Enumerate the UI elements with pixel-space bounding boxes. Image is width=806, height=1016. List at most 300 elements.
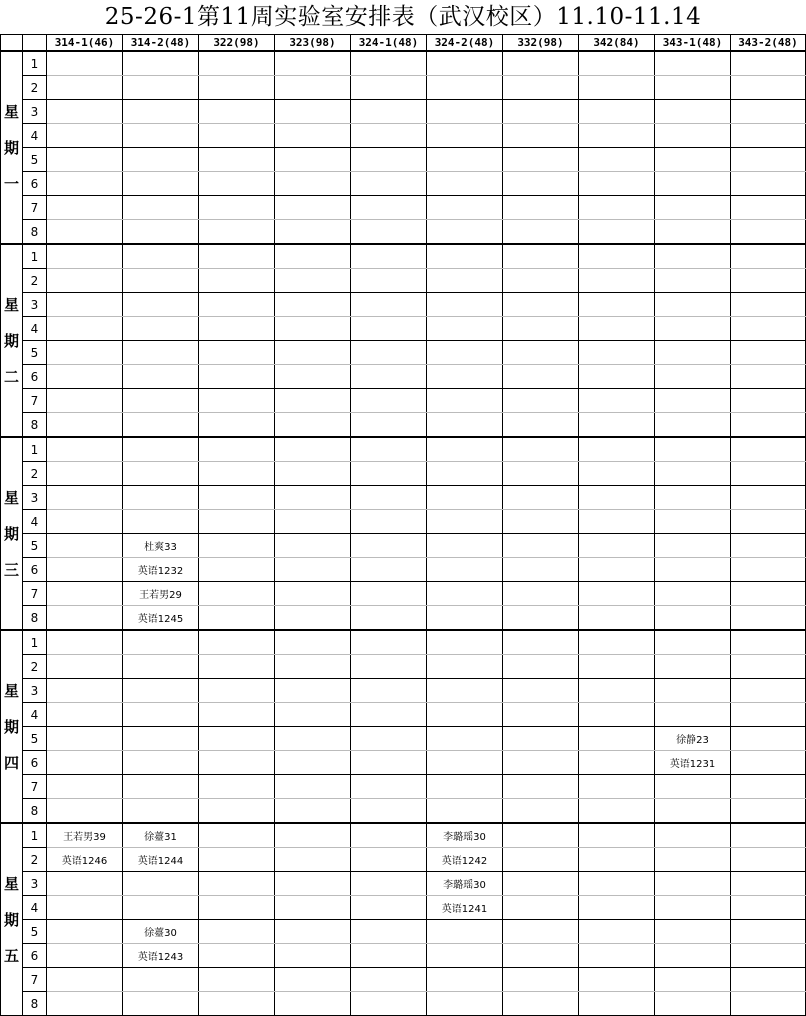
period-number: 1 — [23, 51, 47, 76]
schedule-cell — [47, 968, 123, 992]
period-number: 8 — [23, 992, 47, 1016]
schedule-cell — [731, 582, 806, 606]
schedule-row — [1, 679, 806, 703]
schedule-cell — [351, 341, 427, 365]
schedule-cell — [655, 655, 731, 679]
schedule-cell — [123, 76, 199, 100]
schedule-cell — [731, 196, 806, 220]
schedule-row — [1, 534, 806, 558]
schedule-cell — [579, 896, 655, 920]
schedule-cell — [199, 896, 275, 920]
schedule-cell — [199, 244, 275, 269]
schedule-cell — [427, 220, 503, 245]
schedule-cell — [123, 341, 199, 365]
period-number: 3 — [23, 872, 47, 896]
schedule-cell — [579, 751, 655, 775]
schedule-cell — [351, 100, 427, 124]
schedule-cell — [275, 606, 351, 631]
schedule-cell — [503, 413, 579, 438]
schedule-cell — [199, 462, 275, 486]
schedule-cell — [579, 510, 655, 534]
schedule-cell — [351, 437, 427, 462]
schedule-row — [1, 630, 806, 655]
schedule-cell — [731, 799, 806, 824]
schedule-cell — [731, 317, 806, 341]
schedule-cell — [199, 341, 275, 365]
schedule-cell — [579, 775, 655, 799]
schedule-cell — [655, 848, 731, 872]
schedule-cell — [123, 703, 199, 727]
schedule-row — [1, 124, 806, 148]
schedule-row — [1, 365, 806, 389]
schedule-cell — [427, 51, 503, 76]
schedule-cell — [47, 269, 123, 293]
schedule-cell — [655, 269, 731, 293]
schedule-cell — [47, 341, 123, 365]
schedule-cell — [655, 293, 731, 317]
schedule-cell — [47, 76, 123, 100]
schedule-cell — [275, 799, 351, 824]
schedule-cell — [731, 823, 806, 848]
schedule-row — [1, 848, 806, 872]
schedule-cell — [655, 992, 731, 1016]
schedule-cell — [275, 148, 351, 172]
schedule-cell — [123, 992, 199, 1016]
schedule-cell: 李璐瑶30 — [427, 872, 503, 896]
schedule-cell — [579, 341, 655, 365]
schedule-cell — [47, 703, 123, 727]
schedule-cell — [579, 823, 655, 848]
schedule-cell — [275, 872, 351, 896]
schedule-cell — [427, 558, 503, 582]
schedule-cell — [503, 341, 579, 365]
schedule-cell — [579, 220, 655, 245]
schedule-cell — [123, 630, 199, 655]
schedule-cell — [351, 462, 427, 486]
schedule-cell — [199, 365, 275, 389]
schedule-cell — [427, 172, 503, 196]
period-number: 1 — [23, 244, 47, 269]
period-number: 4 — [23, 703, 47, 727]
schedule-row — [1, 799, 806, 824]
schedule-cell — [503, 727, 579, 751]
schedule-cell — [427, 148, 503, 172]
schedule-row — [1, 51, 806, 76]
schedule-cell — [351, 534, 427, 558]
schedule-row — [1, 220, 806, 245]
schedule-cell — [503, 462, 579, 486]
schedule-cell — [123, 751, 199, 775]
period-number: 7 — [23, 196, 47, 220]
schedule-row — [1, 389, 806, 413]
schedule-row — [1, 269, 806, 293]
schedule-cell — [199, 968, 275, 992]
schedule-cell — [427, 679, 503, 703]
schedule-cell — [47, 486, 123, 510]
schedule-cell — [199, 920, 275, 944]
period-number: 5 — [23, 534, 47, 558]
schedule-cell — [503, 486, 579, 510]
schedule-cell — [731, 293, 806, 317]
schedule-cell — [199, 727, 275, 751]
schedule-cell — [655, 510, 731, 534]
schedule-cell — [47, 799, 123, 824]
schedule-cell — [351, 413, 427, 438]
period-number: 1 — [23, 437, 47, 462]
schedule-cell — [503, 872, 579, 896]
schedule-cell — [351, 582, 427, 606]
period-number: 1 — [23, 630, 47, 655]
schedule-cell — [351, 968, 427, 992]
schedule-cell — [123, 389, 199, 413]
schedule-cell — [731, 727, 806, 751]
schedule-cell — [731, 872, 806, 896]
schedule-cell — [47, 558, 123, 582]
schedule-row — [1, 582, 806, 606]
schedule-cell — [351, 558, 427, 582]
schedule-row — [1, 703, 806, 727]
room-header: 343-1(48) — [655, 35, 731, 52]
schedule-cell — [655, 124, 731, 148]
schedule-cell — [199, 196, 275, 220]
schedule-row — [1, 510, 806, 534]
schedule-cell — [427, 703, 503, 727]
schedule-cell — [655, 703, 731, 727]
schedule-cell — [275, 992, 351, 1016]
schedule-cell — [503, 269, 579, 293]
schedule-cell — [275, 293, 351, 317]
schedule-cell — [503, 510, 579, 534]
schedule-cell — [351, 293, 427, 317]
period-number: 3 — [23, 100, 47, 124]
schedule-cell — [47, 365, 123, 389]
schedule-cell — [123, 799, 199, 824]
schedule-row — [1, 293, 806, 317]
schedule-cell — [123, 486, 199, 510]
schedule-cell — [275, 196, 351, 220]
schedule-cell: 英语1232 — [123, 558, 199, 582]
period-number: 4 — [23, 317, 47, 341]
schedule-cell — [199, 269, 275, 293]
schedule-cell — [731, 510, 806, 534]
period-number: 6 — [23, 558, 47, 582]
schedule-cell — [579, 944, 655, 968]
schedule-cell — [351, 896, 427, 920]
schedule-cell — [579, 389, 655, 413]
schedule-cell — [427, 727, 503, 751]
period-number: 7 — [23, 582, 47, 606]
schedule-cell — [47, 293, 123, 317]
schedule-cell — [579, 124, 655, 148]
schedule-cell — [123, 872, 199, 896]
schedule-cell: 徐薹31 — [123, 823, 199, 848]
period-number: 4 — [23, 124, 47, 148]
schedule-cell — [427, 920, 503, 944]
schedule-cell — [199, 534, 275, 558]
schedule-cell — [503, 751, 579, 775]
schedule-cell — [503, 76, 579, 100]
schedule-cell — [427, 196, 503, 220]
schedule-cell — [123, 51, 199, 76]
schedule-cell — [427, 437, 503, 462]
room-header: 332(98) — [503, 35, 579, 52]
schedule-cell — [579, 196, 655, 220]
schedule-cell — [731, 558, 806, 582]
period-number: 6 — [23, 365, 47, 389]
schedule-cell — [123, 172, 199, 196]
schedule-table — [0, 34, 806, 1016]
period-number: 4 — [23, 510, 47, 534]
period-number: 2 — [23, 462, 47, 486]
schedule-cell — [275, 100, 351, 124]
schedule-cell — [427, 630, 503, 655]
schedule-cell — [275, 582, 351, 606]
schedule-cell — [351, 727, 427, 751]
schedule-cell — [579, 655, 655, 679]
schedule-cell — [503, 703, 579, 727]
schedule-cell: 英语1245 — [123, 606, 199, 631]
page-title: 25-26-1第11周实验室安排表（武汉校区）11.10-11.14 — [104, 4, 702, 30]
period-number: 4 — [23, 896, 47, 920]
schedule-cell — [655, 413, 731, 438]
schedule-cell — [427, 269, 503, 293]
schedule-cell — [199, 751, 275, 775]
schedule-cell — [427, 100, 503, 124]
schedule-cell — [199, 630, 275, 655]
schedule-cell — [731, 100, 806, 124]
schedule-cell — [47, 244, 123, 269]
schedule-cell — [123, 317, 199, 341]
schedule-cell — [199, 582, 275, 606]
schedule-cell — [199, 655, 275, 679]
schedule-cell: 英语1231 — [655, 751, 731, 775]
schedule-cell — [351, 51, 427, 76]
schedule-cell — [503, 100, 579, 124]
schedule-cell — [731, 365, 806, 389]
schedule-cell — [199, 606, 275, 631]
schedule-cell — [351, 799, 427, 824]
schedule-cell — [731, 76, 806, 100]
period-number: 6 — [23, 944, 47, 968]
schedule-cell — [655, 679, 731, 703]
schedule-cell — [47, 196, 123, 220]
schedule-cell — [123, 100, 199, 124]
schedule-cell — [579, 293, 655, 317]
schedule-cell — [655, 486, 731, 510]
schedule-cell — [503, 148, 579, 172]
schedule-cell — [199, 293, 275, 317]
schedule-cell — [47, 679, 123, 703]
schedule-cell — [655, 775, 731, 799]
schedule-cell — [503, 799, 579, 824]
schedule-cell — [199, 51, 275, 76]
schedule-cell — [275, 944, 351, 968]
schedule-cell — [579, 920, 655, 944]
schedule-cell — [731, 51, 806, 76]
schedule-row — [1, 244, 806, 269]
schedule-cell — [503, 172, 579, 196]
schedule-cell — [275, 172, 351, 196]
schedule-cell — [199, 679, 275, 703]
schedule-cell — [503, 124, 579, 148]
schedule-cell — [351, 510, 427, 534]
schedule-cell — [579, 703, 655, 727]
schedule-cell — [199, 317, 275, 341]
schedule-cell — [731, 148, 806, 172]
period-number: 3 — [23, 486, 47, 510]
schedule-cell — [123, 896, 199, 920]
schedule-cell — [351, 703, 427, 727]
schedule-cell — [275, 317, 351, 341]
schedule-cell — [199, 220, 275, 245]
schedule-cell — [275, 775, 351, 799]
schedule-cell — [199, 558, 275, 582]
schedule-cell — [351, 823, 427, 848]
schedule-cell — [427, 775, 503, 799]
schedule-cell — [655, 365, 731, 389]
schedule-row — [1, 558, 806, 582]
period-number: 2 — [23, 655, 47, 679]
schedule-cell — [655, 823, 731, 848]
schedule-cell — [275, 679, 351, 703]
schedule-cell — [199, 823, 275, 848]
schedule-cell — [503, 655, 579, 679]
schedule-cell — [275, 437, 351, 462]
schedule-cell — [579, 100, 655, 124]
schedule-row — [1, 823, 806, 848]
period-number: 5 — [23, 148, 47, 172]
schedule-cell — [199, 992, 275, 1016]
schedule-cell — [351, 606, 427, 631]
day-label: 星期一 — [1, 51, 23, 244]
schedule-cell — [655, 534, 731, 558]
schedule-cell — [351, 124, 427, 148]
schedule-cell — [275, 389, 351, 413]
schedule-cell — [731, 534, 806, 558]
schedule-cell — [275, 510, 351, 534]
schedule-cell — [351, 389, 427, 413]
schedule-cell — [427, 462, 503, 486]
schedule-cell — [47, 920, 123, 944]
schedule-cell — [123, 968, 199, 992]
schedule-row — [1, 148, 806, 172]
schedule-cell — [579, 172, 655, 196]
schedule-cell — [351, 220, 427, 245]
schedule-cell — [579, 558, 655, 582]
schedule-cell — [655, 437, 731, 462]
schedule-cell — [199, 848, 275, 872]
schedule-cell — [47, 751, 123, 775]
schedule-cell — [655, 220, 731, 245]
period-number: 8 — [23, 220, 47, 245]
period-number: 2 — [23, 848, 47, 872]
day-label: 星期四 — [1, 630, 23, 823]
schedule-cell — [655, 172, 731, 196]
schedule-cell — [503, 220, 579, 245]
schedule-cell — [351, 872, 427, 896]
schedule-cell — [655, 920, 731, 944]
schedule-cell — [199, 510, 275, 534]
schedule-cell — [275, 51, 351, 76]
schedule-cell — [427, 510, 503, 534]
day-label: 星期五 — [1, 823, 23, 1016]
schedule-row — [1, 775, 806, 799]
room-header: 323(98) — [275, 35, 351, 52]
schedule-row — [1, 172, 806, 196]
schedule-row — [1, 317, 806, 341]
header-row — [1, 35, 806, 52]
schedule-cell — [427, 655, 503, 679]
schedule-cell — [47, 775, 123, 799]
schedule-cell — [427, 968, 503, 992]
schedule-cell — [351, 148, 427, 172]
schedule-cell — [275, 220, 351, 245]
schedule-cell — [123, 196, 199, 220]
schedule-cell: 英语1243 — [123, 944, 199, 968]
schedule-cell — [275, 534, 351, 558]
schedule-cell — [579, 269, 655, 293]
schedule-cell — [427, 365, 503, 389]
schedule-cell — [579, 727, 655, 751]
schedule-cell — [731, 244, 806, 269]
schedule-cell — [275, 896, 351, 920]
schedule-cell — [123, 510, 199, 534]
room-header: 324-2(48) — [427, 35, 503, 52]
schedule-cell — [503, 679, 579, 703]
schedule-cell — [47, 582, 123, 606]
schedule-cell — [427, 76, 503, 100]
schedule-cell: 英语1244 — [123, 848, 199, 872]
schedule-cell — [123, 365, 199, 389]
schedule-cell — [199, 486, 275, 510]
schedule-cell — [503, 582, 579, 606]
schedule-cell — [123, 124, 199, 148]
schedule-cell — [199, 124, 275, 148]
schedule-cell — [199, 799, 275, 824]
schedule-cell — [579, 872, 655, 896]
period-number: 3 — [23, 679, 47, 703]
schedule-cell — [579, 462, 655, 486]
period-number: 5 — [23, 920, 47, 944]
schedule-cell — [731, 269, 806, 293]
schedule-cell — [427, 944, 503, 968]
schedule-row — [1, 606, 806, 631]
schedule-cell — [579, 606, 655, 631]
schedule-cell — [275, 486, 351, 510]
schedule-cell — [503, 992, 579, 1016]
schedule-cell — [351, 848, 427, 872]
schedule-cell — [427, 293, 503, 317]
schedule-cell — [655, 630, 731, 655]
schedule-cell — [655, 317, 731, 341]
period-number: 3 — [23, 293, 47, 317]
schedule-cell — [731, 606, 806, 631]
room-header: 343-2(48) — [731, 35, 806, 52]
schedule-cell — [731, 220, 806, 245]
schedule-cell — [275, 365, 351, 389]
period-number: 8 — [23, 606, 47, 631]
period-number: 1 — [23, 823, 47, 848]
schedule-row — [1, 486, 806, 510]
schedule-cell — [351, 992, 427, 1016]
schedule-row — [1, 100, 806, 124]
schedule-cell — [123, 148, 199, 172]
schedule-cell — [731, 172, 806, 196]
schedule-cell — [655, 944, 731, 968]
schedule-cell — [199, 437, 275, 462]
schedule-cell — [655, 148, 731, 172]
schedule-cell — [655, 244, 731, 269]
